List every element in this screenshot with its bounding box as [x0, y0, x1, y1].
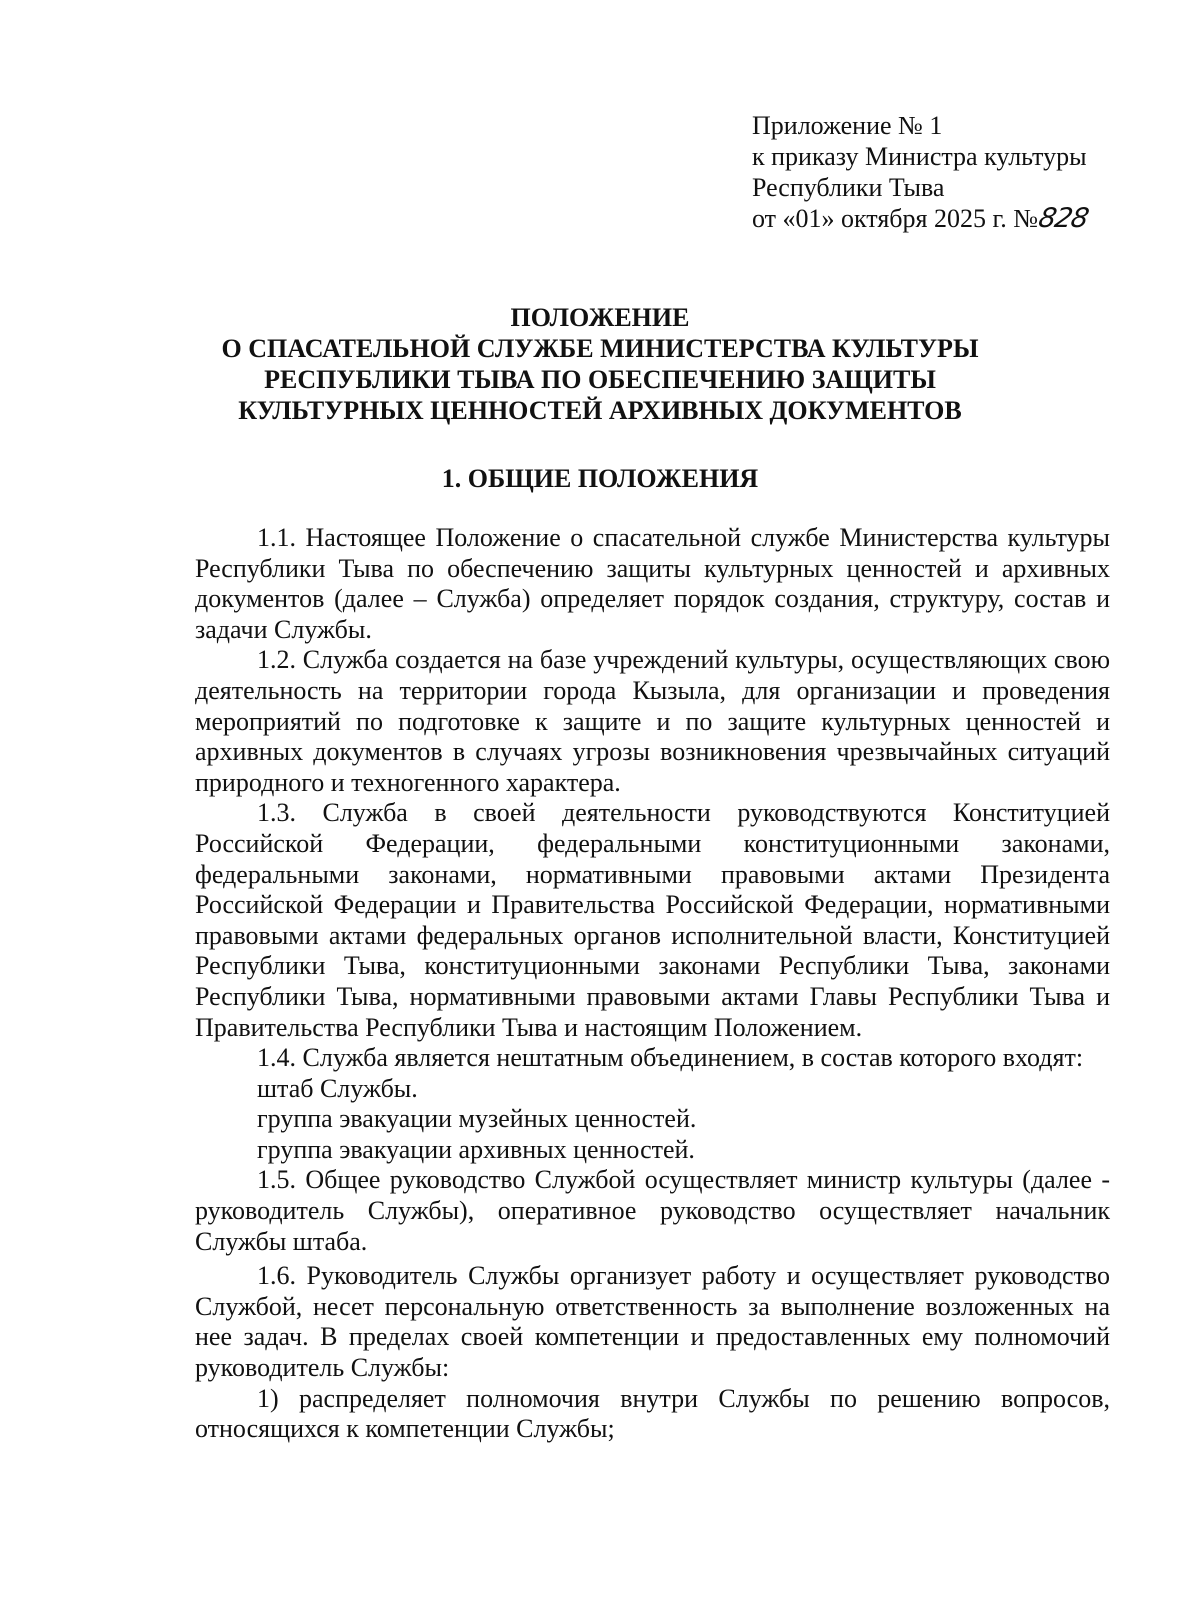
title-line-1: ПОЛОЖЕНИЕ — [510, 303, 690, 332]
title-line-3: РЕСПУБЛИКИ ТЫВА ПО ОБЕСПЕЧЕНИЮ ЗАЩИТЫ — [264, 365, 936, 394]
title-line-2: О СПАСАТЕЛЬНОЙ СЛУЖБЕ МИНИСТЕРСТВА КУЛЬТУРЫ — [221, 334, 979, 363]
paragraph-1-2: 1.2. Служба создается на базе учреждений культуры, осуществляющих свою деятельность на территории города Кызыла, для организации и проведения мероприятий по подготовке к защите и по защите культурных ценностей и архивных документов в случаях угрозы возникновения чрезвычайных ситуаций природного и техногенного характера. — [195, 645, 1110, 797]
paragraph-1-3: 1.3. Служба в своей деятельности руководствуются Конституцией Российской Федерации, федеральными конституционными законами, федеральными законами, нормативными правовыми актами Президента Российской Федерации и Правительства Российской Федерации, нормативными правовыми актами федеральных органов исполнительной власти, Конституцией Республики Тыва, конституционными законами Республики Тыва, законами Республики Тыва, нормативными правовыми актами Главы Республики Тыва и Правительства Республики Тыва и настоящим Положением. — [195, 798, 1110, 1042]
paragraph-1-6-item-1: 1) распределяет полномочия внутри Службы по решению вопросов, относящихся к компетенции Службы; — [195, 1383, 1110, 1444]
paragraph-1-5: 1.5. Общее руководство Службой осуществляет министр культуры (далее - руководитель Службы), оперативное руководство осуществляет начальник Службы штаба. — [195, 1165, 1110, 1256]
document-body — [195, 523, 1110, 1445]
paragraph-1-6: 1.6. Руководитель Службы организует работу и осуществляет руководство Службой, несет персональную ответственность за выполнение возложенных на нее задач. В пределах своей компетенции и предоставленных ему полномочий руководитель Службы: — [195, 1261, 1110, 1383]
handwritten-order-number: 828 — [1035, 203, 1091, 234]
paragraph-1-1: 1.1. Настоящее Положение о спасательной службе Министерства культуры Республики Тыва по обеспечению защиты культурных ценностей и архивных документов (далее – Служба) определяет порядок создания, структуру, состав и задачи Службы. — [195, 523, 1110, 644]
document-title — [150, 302, 1050, 426]
title-line-4: КУЛЬТУРНЫХ ЦЕННОСТЕЙ АРХИВНЫХ ДОКУМЕНТОВ — [238, 396, 962, 425]
appendix-line-2: к приказу Министра культуры — [752, 142, 1087, 171]
paragraph-1-4: 1.4. Служба является нештатным объединением, в состав которого входят: — [257, 1043, 1084, 1073]
section-heading: 1. ОБЩИЕ ПОЛОЖЕНИЯ — [441, 464, 759, 493]
list-item: группа эвакуации музейных ценностей. — [257, 1104, 697, 1134]
appendix-line-4 — [752, 203, 1172, 234]
appendix-line-3: Республики Тыва — [752, 173, 945, 202]
list-item: штаб Службы. — [257, 1073, 418, 1103]
appendix-date: от «01» октября 2025 г. № — [752, 204, 1039, 233]
list-item: группа эвакуации архивных ценностей. — [257, 1134, 695, 1164]
appendix-block — [752, 110, 1172, 234]
appendix-line-1: Приложение № 1 — [752, 111, 943, 140]
